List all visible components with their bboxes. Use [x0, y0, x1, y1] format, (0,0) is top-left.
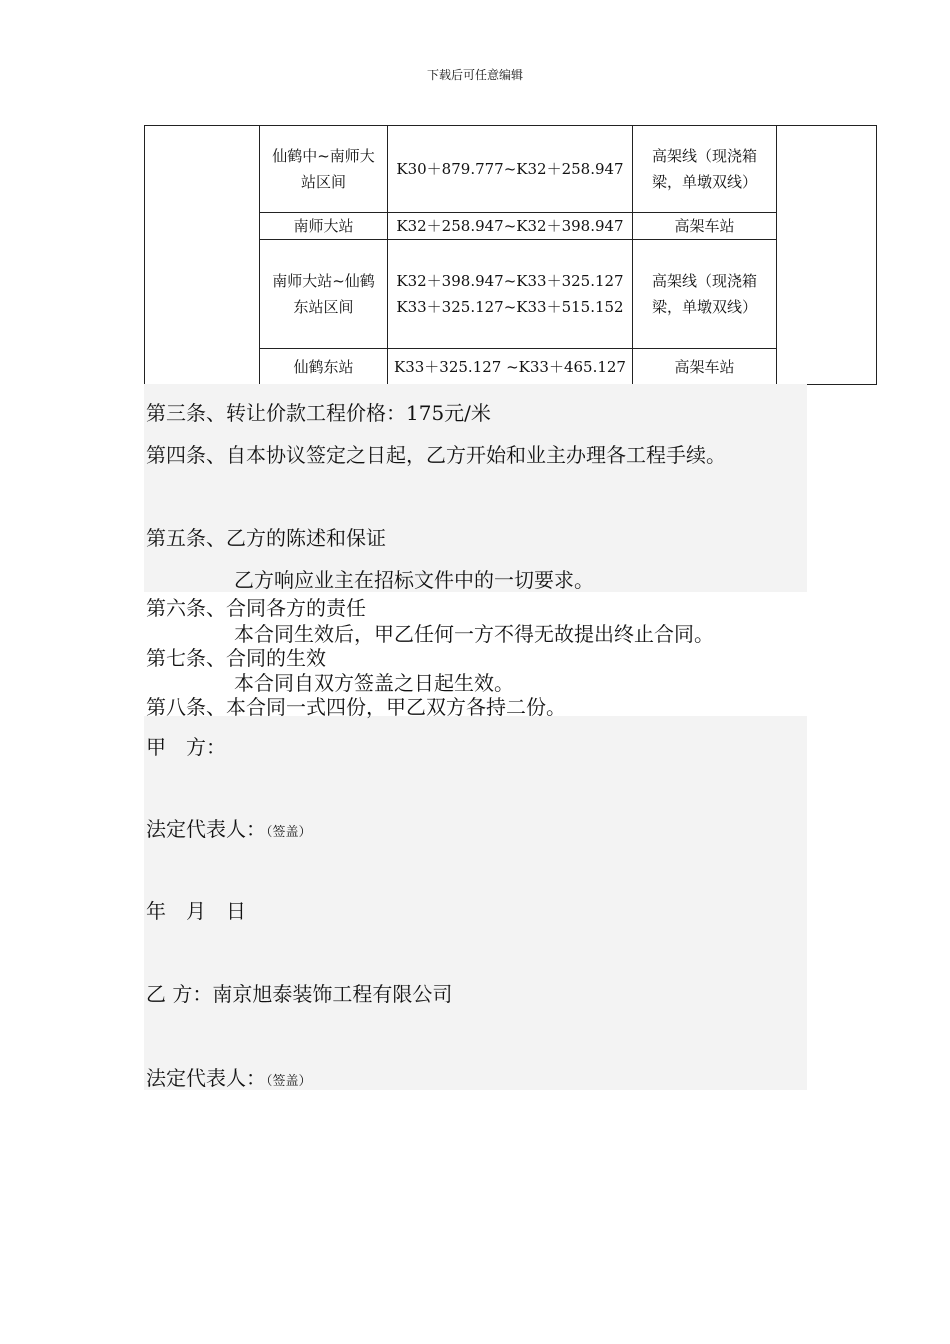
- rep-a-line: [146, 813, 312, 842]
- clause-5: 第五条、乙方的陈述和保证: [146, 526, 386, 550]
- section-cell: 仙鹤东站: [260, 349, 388, 385]
- clause-8: 第八条、本合同一式四份，甲乙双方各持二份。: [146, 695, 566, 719]
- type-cell: 高架线（现浇箱梁，单墩双线）: [633, 240, 777, 349]
- clause-6: 第六条、合同各方的责任: [146, 596, 366, 620]
- mileage-cell: K30＋879.777~K32＋258.947: [388, 126, 633, 213]
- blank-cell: [145, 126, 260, 385]
- mileage-cell: K32＋258.947~K32＋398.947: [388, 213, 633, 240]
- section-cell: 南师大站: [260, 213, 388, 240]
- clause-7: 第七条、合同的生效: [146, 646, 326, 670]
- type-cell: 高架线（现浇箱梁，单墩双线）: [633, 126, 777, 213]
- type-cell: 高架车站: [633, 349, 777, 385]
- party-a-label: 甲 方：: [146, 735, 226, 759]
- party-b-line: 乙 方：南京旭泰装饰工程有限公司: [146, 982, 453, 1006]
- date-line: 年 月 日: [146, 899, 246, 923]
- mileage-line: K32＋398.947~K33＋325.127: [396, 272, 624, 290]
- mileage-cell: [388, 240, 633, 349]
- route-table: [144, 125, 877, 385]
- rep-b-line: [146, 1062, 312, 1091]
- rep-a-label: 法定代表人：: [146, 817, 266, 841]
- table-row: [145, 126, 877, 213]
- rep-b-label: 法定代表人：: [146, 1066, 266, 1090]
- seal-a-note: （签盖）: [266, 825, 312, 840]
- seal-b-note: （签盖）: [266, 1074, 312, 1089]
- mileage-cell: K33＋325.127 ~K33＋465.127: [388, 349, 633, 385]
- clause-6-body: 本合同生效后，甲乙任何一方不得无故提出终止合同。: [234, 622, 714, 646]
- clause-4: 第四条、自本协议签定之日起，乙方开始和业主办理各工程手续。: [146, 443, 726, 467]
- clause-5-body: 乙方响应业主在招标文件中的一切要求。: [234, 568, 594, 592]
- mileage-line: K33＋325.127~K33＋515.152: [396, 298, 624, 316]
- section-cell: 南师大站~仙鹤东站区间: [260, 240, 388, 349]
- clause-7-body: 本合同自双方签盖之日起生效。: [234, 671, 514, 695]
- clause-3: 第三条、转让价款工程价格：175元/米: [146, 401, 491, 425]
- type-cell: 高架车站: [633, 213, 777, 240]
- page-header: 下载后可任意编辑: [426, 68, 523, 82]
- section-cell: 仙鹤中~南师大站区间: [260, 126, 388, 213]
- blank-cell: [777, 126, 877, 385]
